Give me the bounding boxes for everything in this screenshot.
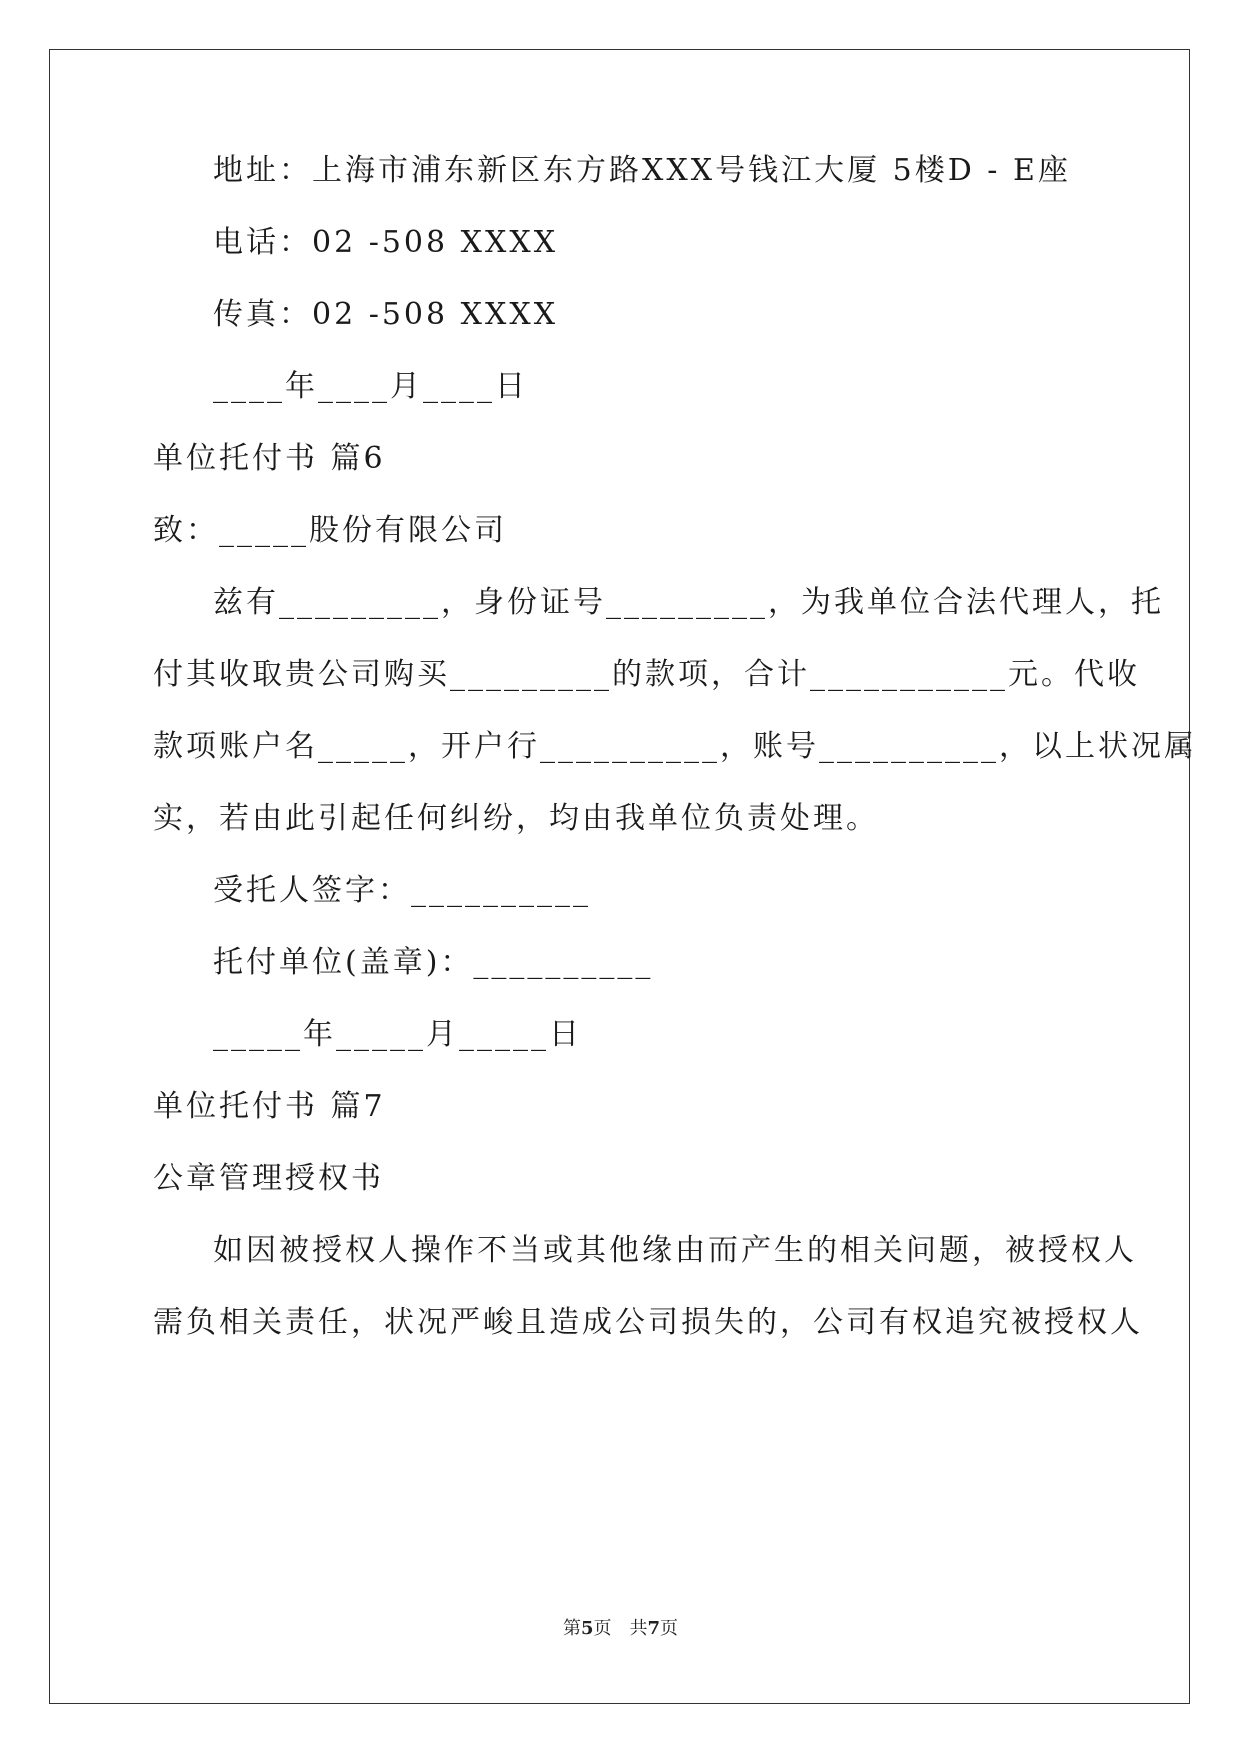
page-footer — [0, 1618, 1241, 1640]
body-paragraph-line-4: 实，若由此引起任何纠纷，均由我单位负责处理。 — [153, 801, 879, 836]
current-page-number: 5 — [580, 1618, 594, 1639]
footer-prefix: 第 — [562, 1618, 581, 1639]
date-line: ____年____月____日 — [213, 369, 528, 404]
phone-line: 电话：02 -508 XXXX — [213, 225, 559, 260]
entrusting-unit-seal-line: 托付单位(盖章)：__________ — [213, 945, 654, 980]
date-line-2: _____年_____月_____日 — [213, 1017, 582, 1052]
footer-suffix: 页 — [660, 1618, 679, 1639]
body-paragraph-line-1: 兹有_________，身份证号_________，为我单位合法代理人，托 — [213, 585, 1164, 620]
trustee-signature-line: 受托人签字：__________ — [213, 873, 591, 908]
body-paragraph-line-3: 款项账户名_____，开户行__________，账号__________，以上状况属 — [153, 729, 1197, 764]
address-line: 地址：上海市浦东新区东方路XXX号钱江大厦 5楼D - E座 — [213, 153, 1071, 188]
section-heading-6: 单位托付书 篇6 — [153, 441, 386, 476]
responsibility-paragraph-line-2: 需负相关责任，状况严峻且造成公司损失的，公司有权追究被授权人 — [153, 1305, 1143, 1340]
addressee-line: 致：_____股份有限公司 — [153, 513, 507, 548]
footer-middle: 页 共 — [593, 1618, 648, 1639]
fax-line: 传真：02 -508 XXXX — [213, 297, 559, 332]
section-heading-7: 单位托付书 篇7 — [153, 1089, 386, 1124]
responsibility-paragraph-line-1: 如因被授权人操作不当或其他缘由而产生的相关问题，被授权人 — [213, 1233, 1137, 1268]
body-paragraph-line-2: 付其收取贵公司购买_________的款项，合计___________元。代收 — [153, 657, 1140, 692]
document-title: 公章管理授权书 — [153, 1161, 384, 1196]
total-page-number: 7 — [647, 1618, 661, 1639]
